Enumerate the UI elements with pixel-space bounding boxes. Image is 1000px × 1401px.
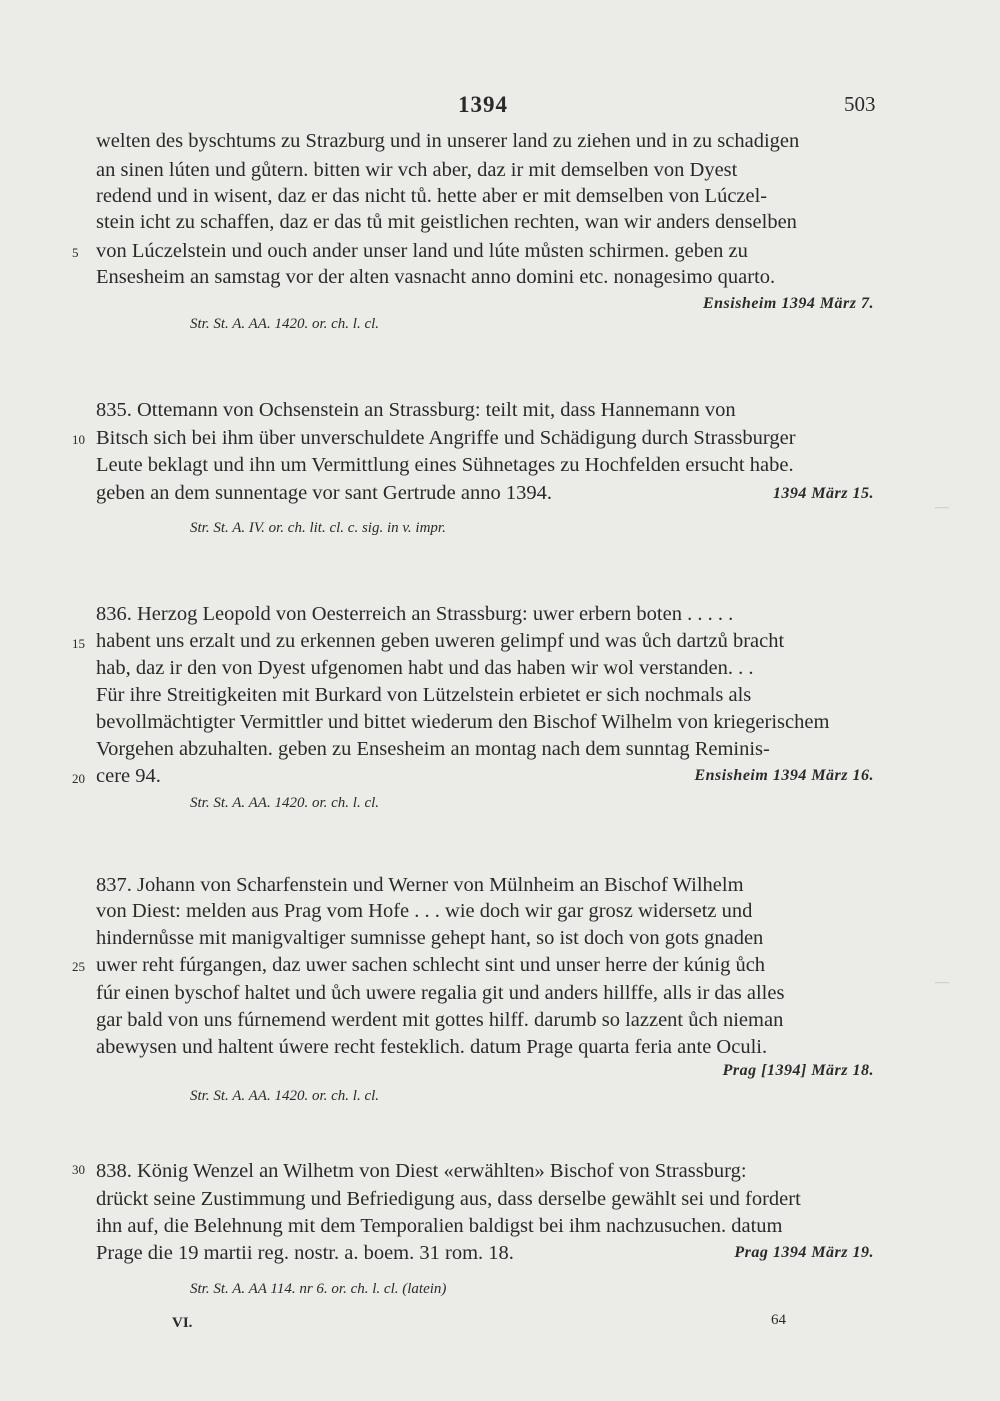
entry-837-line: hindernůsse mit manigvaltiger sumnisse gehept hant, so ist doch von gots gnaden xyxy=(96,927,764,949)
dating-note: Ensisheim 1394 März 16. xyxy=(694,767,874,784)
entry-837-line: uwer reht fúrgangen, daz uwer sachen schlecht sint und unser herre der kúnig ůch xyxy=(96,954,766,976)
text-line: Ensesheim an samstag vor der alten vasnacht anno domini etc. nonagesimo quarto. xyxy=(96,266,776,288)
entry-836-line: Vorgehen abzuhalten. geben zu Ensesheim an montag nach dem sunntag Reminis- xyxy=(96,738,770,760)
entry-836-line: cere 94. xyxy=(96,765,161,787)
entry-835-line: 835. Ottemann von Ochsenstein an Strassburg: teilt mit, dass Hannemann von xyxy=(96,399,736,421)
entry-836-line: Für ihre Streitigkeiten mit Burkard von Lützelstein erbietet er sich nochmals als xyxy=(96,684,752,706)
entry-836-line: 836. Herzog Leopold von Oesterreich an Strassburg: uwer erbern boten . . . . . xyxy=(96,603,734,625)
line-number: 20 xyxy=(72,771,85,786)
entry-837-line: von Diest: melden aus Prag vom Hofe . . . wie doch wir gar grosz widersetz und xyxy=(96,900,753,922)
entry-835-line: geben an dem sunnentage vor sant Gertrude anno 1394. xyxy=(96,482,552,504)
line-number: 15 xyxy=(72,636,85,651)
page-header-year: 1394 xyxy=(458,92,508,117)
source-note: Str. St. A. AA. 1420. or. ch. l. cl. xyxy=(190,316,380,332)
entry-837-line: fúr einen byschof haltet und ůch uwere regalia git und anders hillffe, alls ir das alles xyxy=(96,982,785,1004)
entry-835-line: Bitsch sich bei ihm über unverschuldete Angriffe und Schädigung durch Strassburger xyxy=(96,427,796,449)
line-number: 5 xyxy=(72,245,79,260)
entry-838-line: Prage die 19 martii reg. nostr. a. boem. 31 rom. 18. xyxy=(96,1242,514,1264)
entry-837-line: gar bald von uns fúrnemend werdent mit gottes hilff. darumb so lazzent ůch nieman xyxy=(96,1009,784,1031)
entry-837-line: 837. Johann von Scharfenstein und Werner von Mülnheim an Bischof Wilhelm xyxy=(96,874,744,896)
show-through-mark: — xyxy=(935,500,949,515)
source-note: Str. St. A. AA. 1420. or. ch. l. cl. xyxy=(190,795,380,811)
dating-note: Prag 1394 März 19. xyxy=(734,1244,874,1261)
page-number: 503 xyxy=(844,92,876,116)
text-line: von Lúczelstein und ouch ander unser land und lúte můsten schirmen. geben zu xyxy=(96,240,748,262)
entry-836-line: bevollmächtigter Vermittler und bittet wiederum den Bischof Wilhelm von kriegerischem xyxy=(96,711,830,733)
text-line: welten des byschtums zu Strazburg und in unserer land zu ziehen und in zu schadigen xyxy=(96,130,800,152)
line-number: 10 xyxy=(72,432,85,447)
entry-838-line: 838. König Wenzel an Wilhetm von Diest «erwählten» Bischof von Strassburg: xyxy=(96,1160,747,1182)
show-through-mark: — xyxy=(935,975,949,990)
entry-835-line: Leute beklagt und ihn um Vermittlung eines Sühnetages zu Hochfelden ersucht habe. xyxy=(96,454,794,476)
text-line: redend und in wisent, daz er das nicht tů. hette aber er mit demselben von Lúczel- xyxy=(96,185,768,207)
line-number: 30 xyxy=(72,1162,85,1177)
source-note: Str. St. A. AA 114. nr 6. or. ch. l. cl. (latein) xyxy=(190,1281,447,1297)
text-line: an sinen lúten und gůtern. bitten wir vch aber, daz ir mit demselben von Dyest xyxy=(96,159,738,181)
dating-note: Prag [1394] März 18. xyxy=(722,1062,874,1079)
entry-837-line: abewysen und haltent úwere recht festeklich. datum Prage quarta feria ante Oculi. xyxy=(96,1036,768,1058)
text-line: stein icht zu schaffen, daz er das tů mit geistlichen rechten, wan wir anders denselben xyxy=(96,211,797,233)
entry-836-line: hab, daz ir den von Dyest ufgenomen habt und das haben wir wol verstanden. . . xyxy=(96,657,754,679)
entry-836-line: habent uns erzalt und zu erkennen geben uweren gelimpf und was ůch dartzů bracht xyxy=(96,630,785,652)
source-note: Str. St. A. AA. 1420. or. ch. l. cl. xyxy=(190,1088,380,1104)
signature-mark: VI. xyxy=(172,1315,193,1331)
entry-838-line: ihn auf, die Belehnung mit dem Temporalien baldigst bei ihm nachzusuchen. datum xyxy=(96,1215,783,1237)
line-number: 25 xyxy=(72,959,85,974)
sheet-number: 64 xyxy=(771,1312,786,1328)
source-note: Str. St. A. IV. or. ch. lit. cl. c. sig. in v. impr. xyxy=(190,520,446,536)
dating-note: Ensisheim 1394 März 7. xyxy=(702,295,874,312)
entry-838-line: drückt seine Zustimmung und Befriedigung aus, dass derselbe gewählt sei und fordert xyxy=(96,1188,801,1210)
dating-note: 1394 März 15. xyxy=(772,485,874,502)
